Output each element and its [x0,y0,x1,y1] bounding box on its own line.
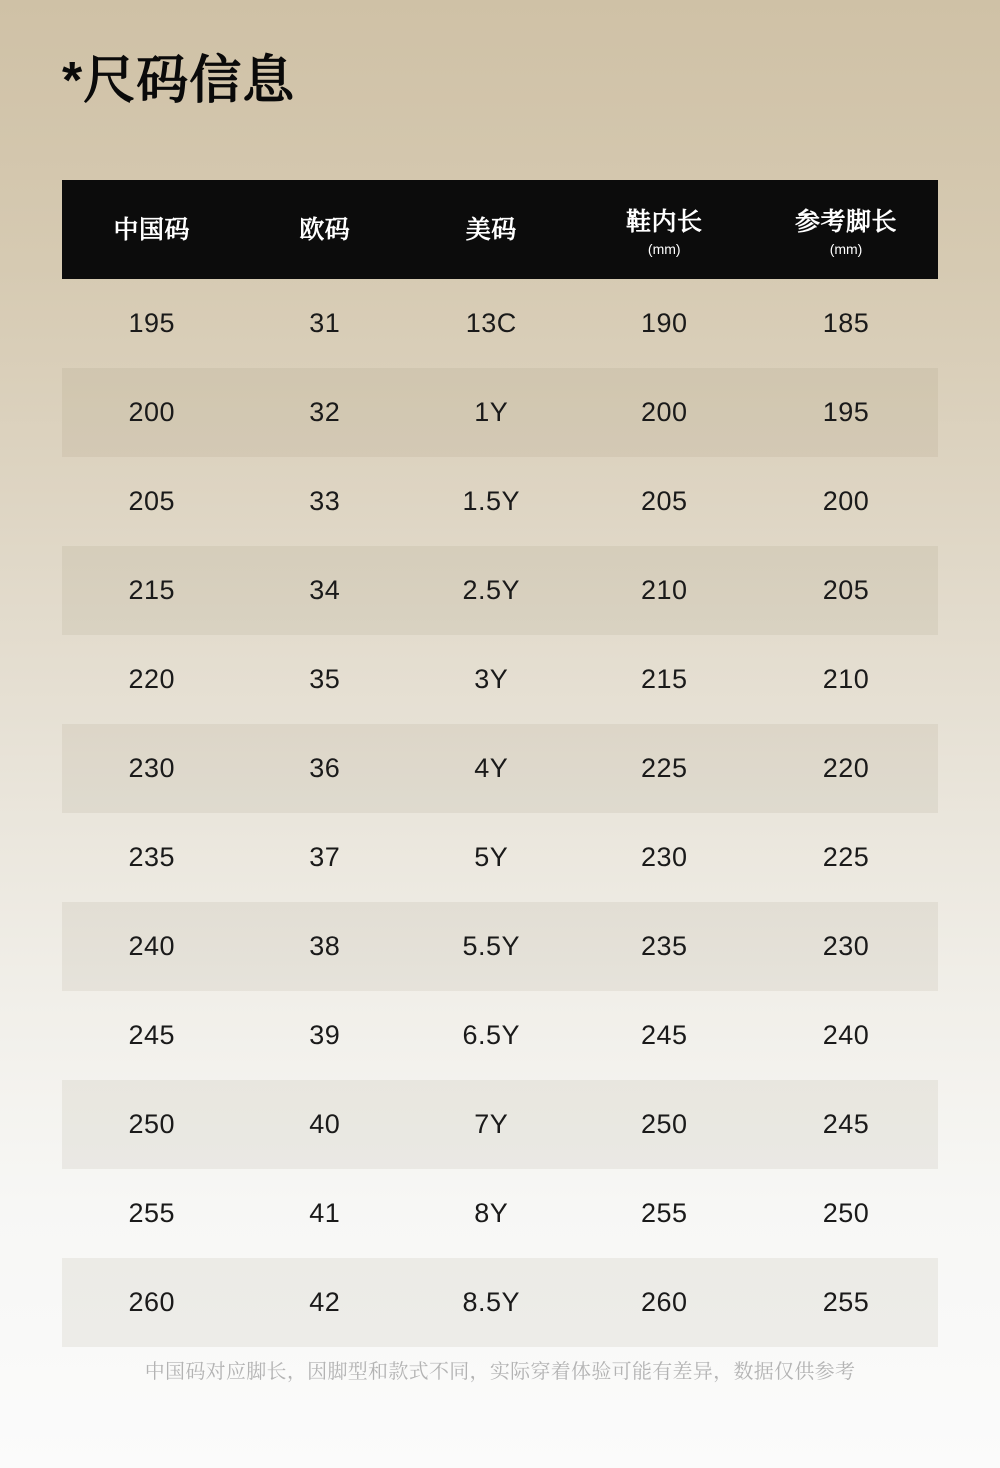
table-row [62,457,938,546]
cell-cn: 215 [62,546,242,635]
table-row [62,1080,938,1169]
table-row [62,368,938,457]
column-header-label: 鞋内长 [625,208,703,236]
cell-insole-length: 245 [640,1020,688,1050]
cell-eu: 31 [309,308,341,338]
cell-insole-length: 190 [640,308,688,338]
cell-us: 13C [465,308,517,338]
cell-cn: 205 [128,486,176,516]
table-row [62,724,938,813]
table-row [62,546,938,635]
cell-cn: 195 [128,308,176,338]
cell-cn: 240 [62,902,242,991]
cell-eu: 32 [242,368,408,457]
cell-cn: 250 [62,1080,242,1169]
cell-cn: 200 [62,368,242,457]
cell-eu: 40 [242,1080,408,1169]
cell-foot-length: 240 [822,1020,870,1050]
table-header [62,180,938,279]
size-table [62,180,938,1347]
table-row [62,991,938,1080]
column-header-unit: (mm) [647,241,681,257]
table-row [62,1258,938,1347]
cell-insole-length: 235 [574,902,754,991]
cell-foot-length: 225 [822,842,870,872]
cell-us: 5Y [474,842,509,872]
cell-eu: 37 [309,842,341,872]
cell-us: 4Y [408,724,574,813]
cell-eu: 34 [242,546,408,635]
cell-cn: 245 [128,1020,176,1050]
cell-eu: 33 [309,486,341,516]
cell-foot-length: 200 [822,486,870,516]
cell-cn: 230 [62,724,242,813]
column-header-eu [242,180,408,279]
cell-insole-length: 225 [574,724,754,813]
cell-insole-length: 205 [640,486,688,516]
column-header-label: 中国码 [113,216,191,244]
page-title: *尺码信息 [62,52,296,110]
table-row [62,813,938,902]
cell-cn: 255 [128,1198,176,1228]
cell-eu: 42 [242,1258,408,1347]
cell-us: 3Y [474,664,509,694]
cell-us: 8Y [474,1198,509,1228]
table-row [62,1169,938,1258]
cell-us: 1Y [408,368,574,457]
table-row [62,902,938,991]
cell-eu: 39 [309,1020,341,1050]
cell-cn: 235 [128,842,176,872]
cell-foot-length: 250 [822,1198,870,1228]
cell-foot-length: 210 [822,664,870,694]
cell-foot-length: 245 [754,1080,938,1169]
cell-foot-length: 230 [754,902,938,991]
size-table-container [62,180,938,1347]
cell-insole-length: 210 [574,546,754,635]
cell-us: 7Y [408,1080,574,1169]
cell-eu: 35 [309,664,341,694]
cell-us: 1.5Y [462,486,520,516]
table-row [62,635,938,724]
disclaimer-text: 中国码对应脚长，因脚型和款式不同，实际穿着体验可能有差异，数据仅供参考 [144,1361,856,1383]
cell-foot-length: 255 [754,1258,938,1347]
column-header-label: 美码 [465,216,517,244]
cell-cn: 220 [128,664,176,694]
cell-insole-length: 255 [640,1198,688,1228]
cell-foot-length: 195 [754,368,938,457]
column-header-us [408,180,574,279]
table-body [62,279,938,1347]
cell-us: 2.5Y [408,546,574,635]
cell-us: 6.5Y [462,1020,520,1050]
column-header-label: 参考脚长 [795,208,898,236]
column-header-label: 欧码 [299,216,351,244]
cell-cn: 260 [62,1258,242,1347]
column-header-insole-length [574,180,754,279]
cell-foot-length: 185 [822,308,870,338]
cell-us: 5.5Y [408,902,574,991]
column-header-foot-length [754,180,938,279]
column-header-unit: (mm) [829,241,863,257]
cell-eu: 36 [242,724,408,813]
table-header-row [62,180,938,279]
cell-eu: 38 [242,902,408,991]
cell-foot-length: 220 [754,724,938,813]
column-header-cn [62,180,242,279]
cell-eu: 41 [309,1198,341,1228]
cell-insole-length: 215 [640,664,688,694]
cell-foot-length: 205 [754,546,938,635]
cell-insole-length: 200 [574,368,754,457]
table-row [62,279,938,368]
cell-insole-length: 260 [574,1258,754,1347]
cell-insole-length: 250 [574,1080,754,1169]
cell-insole-length: 230 [640,842,688,872]
cell-us: 8.5Y [408,1258,574,1347]
